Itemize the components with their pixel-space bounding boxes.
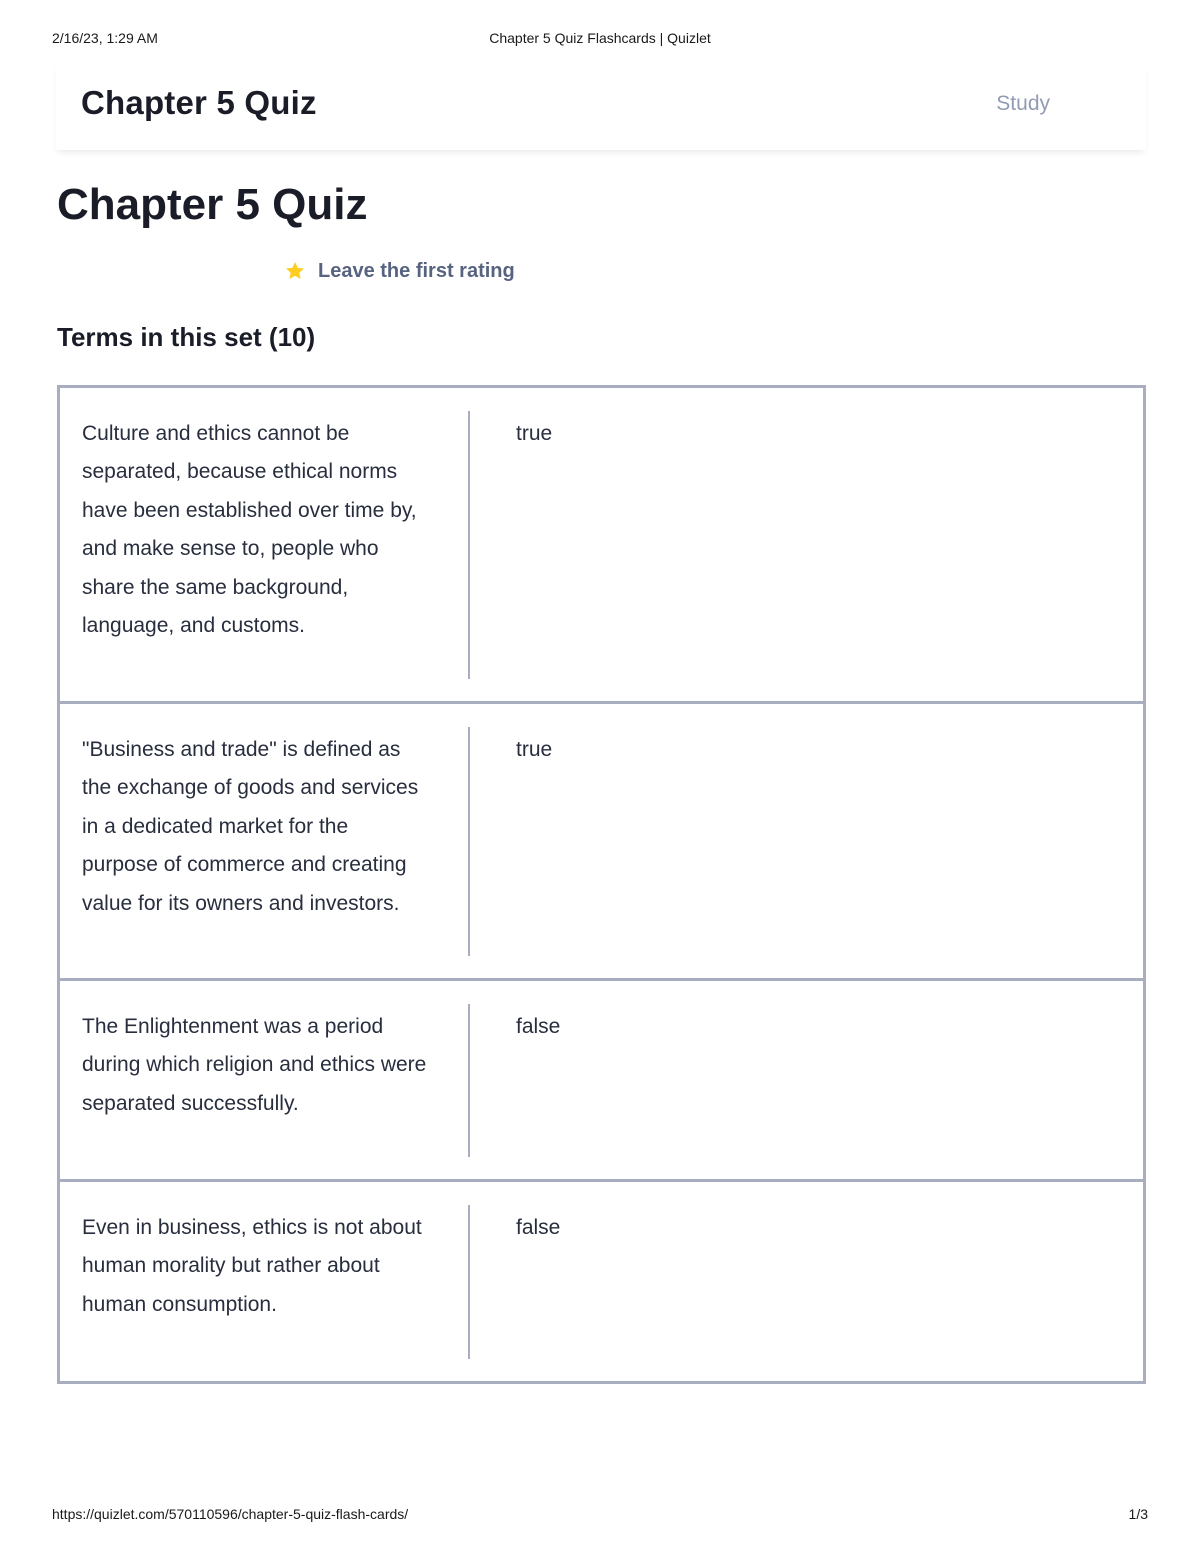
print-document-title: Chapter 5 Quiz Flashcards | Quizlet <box>489 30 711 46</box>
study-button[interactable]: Study <box>996 92 1050 115</box>
definition-text: true <box>516 738 553 761</box>
term-row <box>57 978 1146 1182</box>
rating-link[interactable] <box>284 256 515 286</box>
print-url: https://quizlet.com/570110596/chapter-5-quiz-flash-cards/ <box>52 1506 409 1522</box>
definition-text: false <box>516 1015 561 1038</box>
terms-list <box>57 385 1146 1384</box>
term-divider <box>468 727 470 956</box>
term-row <box>57 701 1146 981</box>
rating-label: Leave the first rating <box>318 259 515 282</box>
top-bar <box>56 64 1146 150</box>
definition-text: true <box>516 422 553 445</box>
print-header <box>52 30 1148 48</box>
print-footer <box>52 1506 1148 1524</box>
term-text: "Business and trade" is defined as the exchange of goods and services in a dedicated market for the purpose of commerce and creating value for its owners and investors. <box>82 738 419 915</box>
top-bar-title: Chapter 5 Quiz <box>81 84 317 121</box>
term-row <box>57 1179 1146 1384</box>
star-icon <box>284 260 306 282</box>
print-datetime: 2/16/23, 1:29 AM <box>52 30 158 46</box>
term-text: Culture and ethics cannot be separated, because ethical norms have been established over time by, and make sense to, people who share the same background, language, and customs. <box>82 422 417 638</box>
print-page-number: 1/3 <box>1128 1506 1148 1522</box>
term-text: The Enlightenment was a period during which religion and ethics were separated successfully. <box>82 1015 427 1115</box>
term-divider <box>468 1205 470 1359</box>
term-divider <box>468 411 470 679</box>
page-title: Chapter 5 Quiz <box>57 180 368 229</box>
term-divider <box>468 1004 470 1157</box>
term-row <box>57 385 1146 704</box>
terms-heading: Terms in this set (10) <box>57 322 316 352</box>
definition-text: false <box>516 1216 561 1239</box>
term-text: Even in business, ethics is not about human morality but rather about human consumption. <box>82 1216 422 1316</box>
